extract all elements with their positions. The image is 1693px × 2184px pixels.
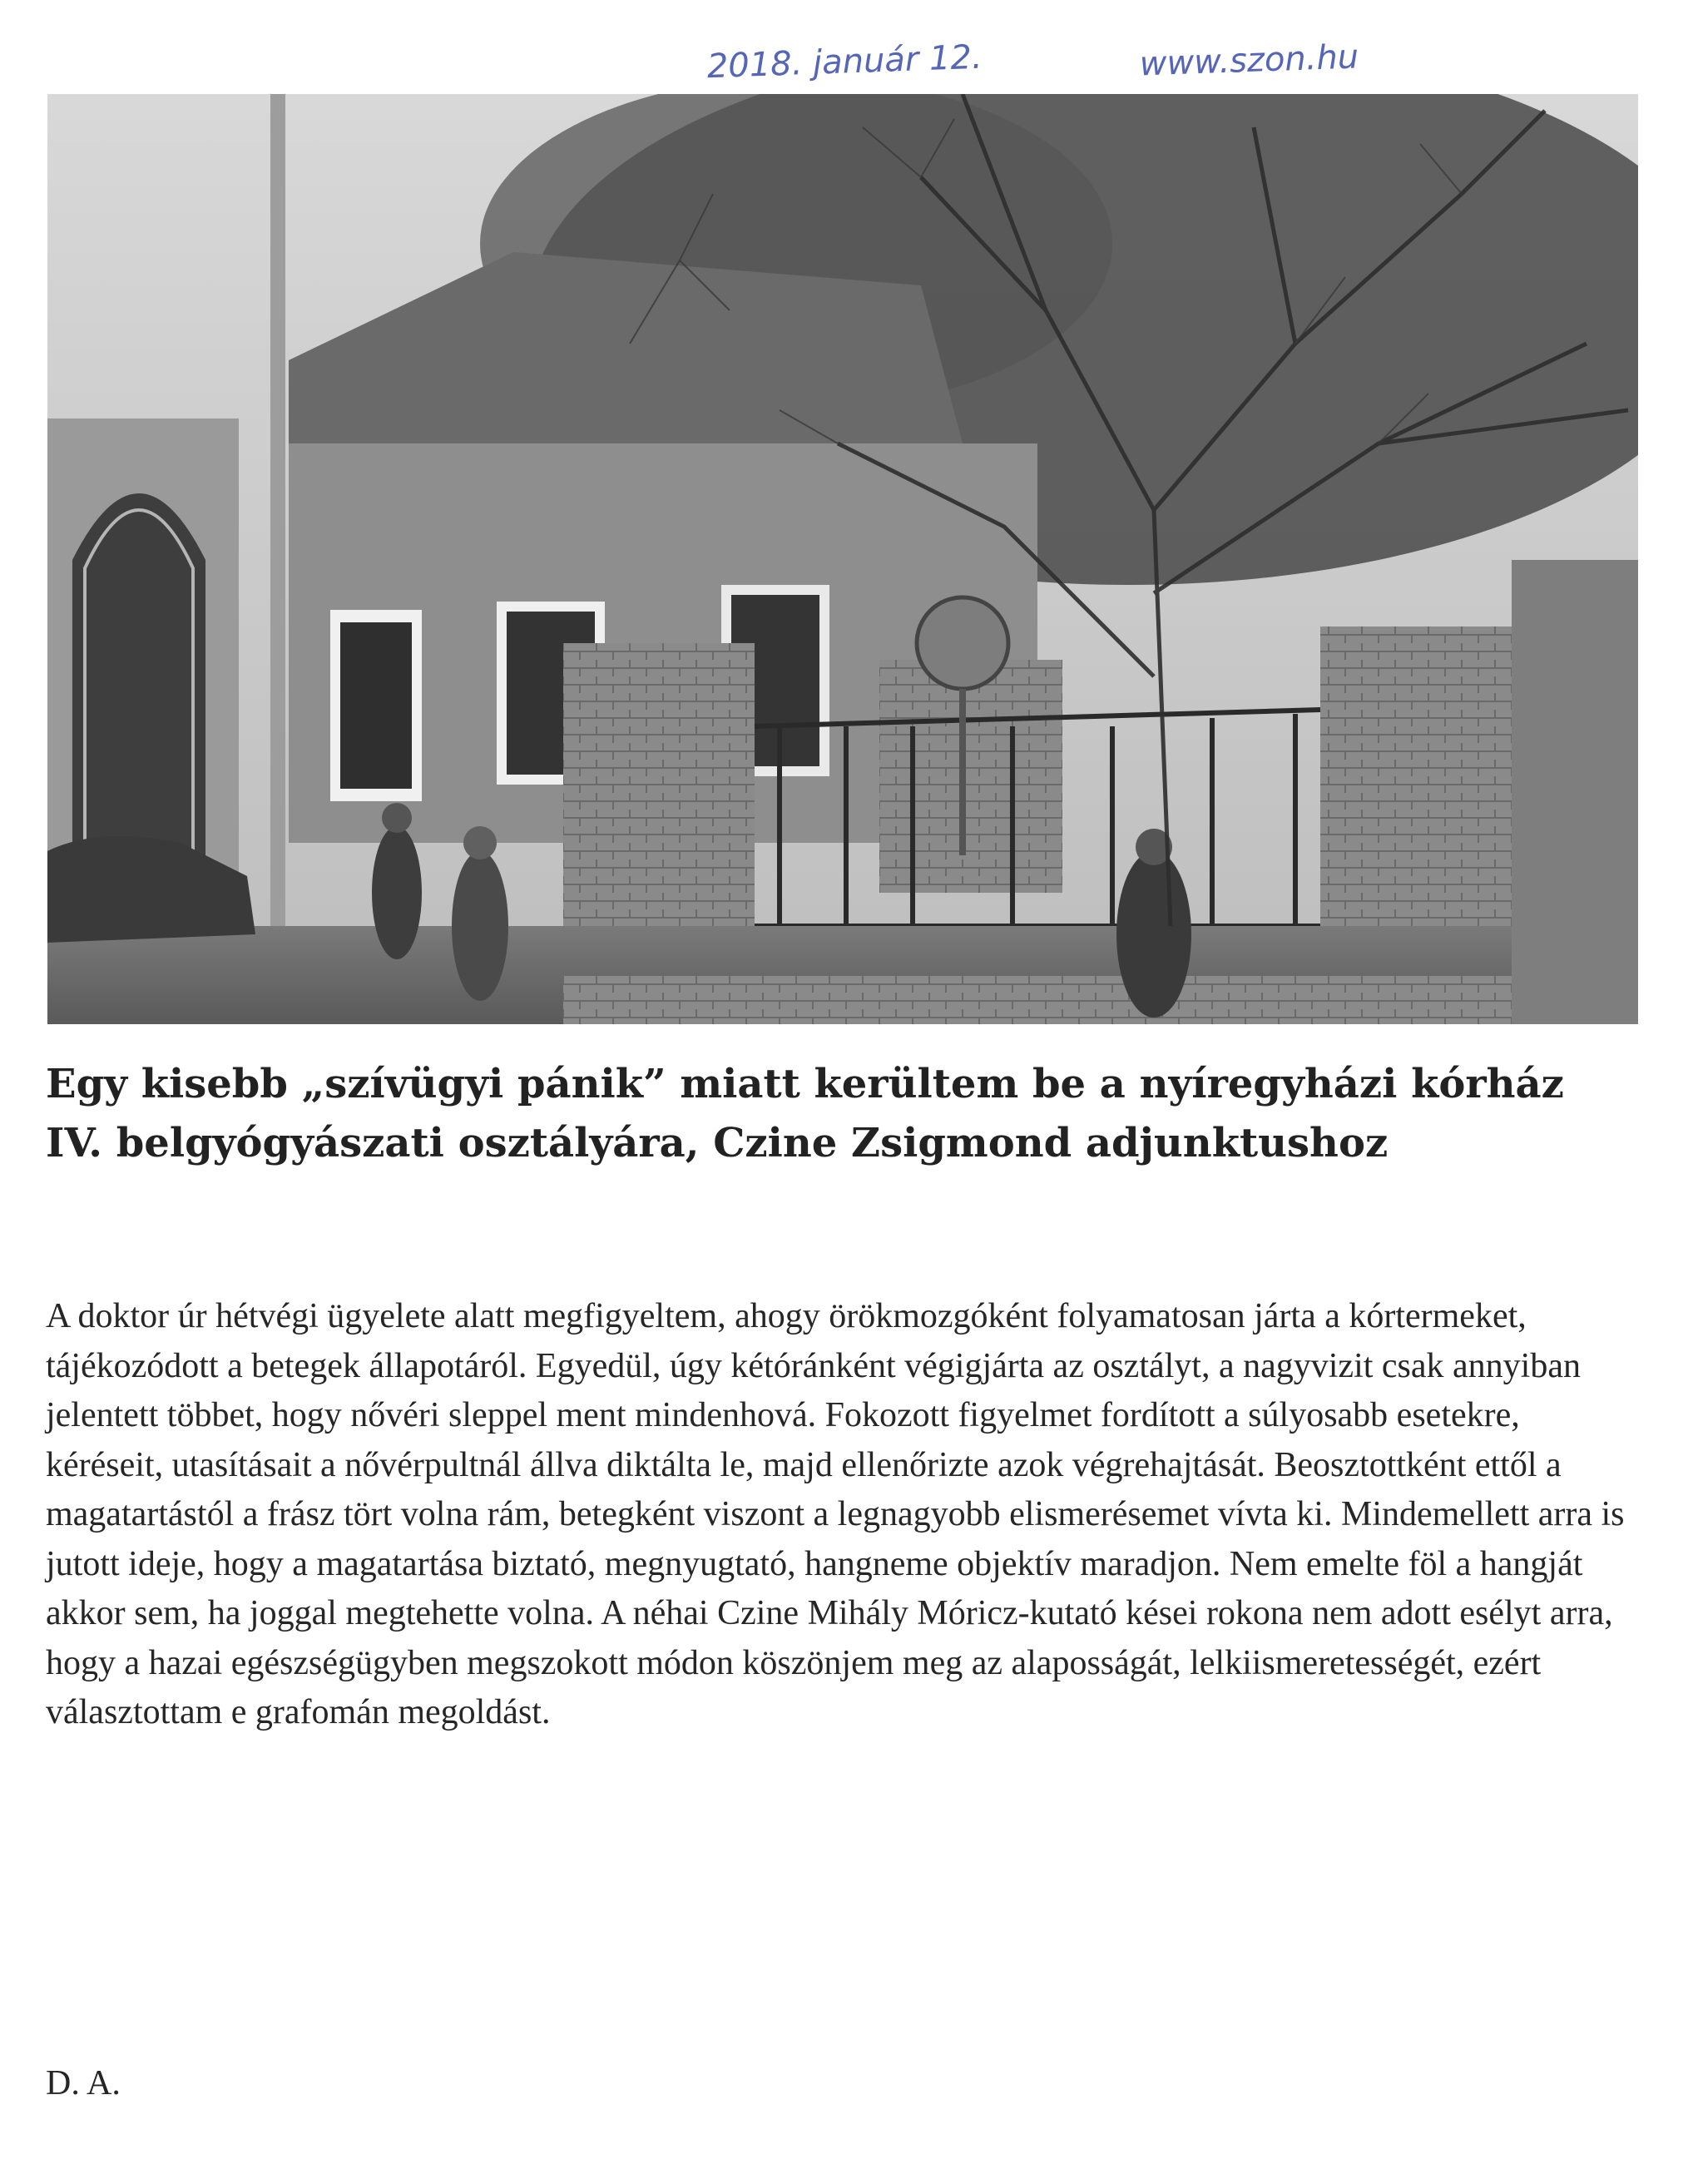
article-body: A doktor úr hétvégi ügyelete alatt megfigyeltem, ahogy örökmozgóként folyamatosan járta a kórtermeket, tájékozódott a betegek állapotáról. Egyedül, úgy kétóránként végigjárta az osztályt, a nagyvizit csak annyiban jelentett többet, hogy nővéri sleppel ment mindenhová. Fokozott figyelmet fordított a súlyosabb esetekre, kéréseit, utasításait a nővérpultnál állva diktálta le, majd ellenőrizte azok végrehajtását. Beosztottként ettől a magatartástól a frász tört volna rám, betegként viszont a legnagyobb elismerésemet vívta ki. Mindemellett arra is jutott ideje, hogy a magatartása biztató, megnyugtató, hangneme objektív maradjon. Nem emelte föl a hangját akkor sem, ha joggal megtehette volna. A néhai Czine Mihály Móricz-kutató kései rokona nem adott esélyt arra, hogy a hazai egészségügyben megszokott módon köszönjem meg az alaposságát, lelkiismeretességét, ezért választottam e grafomán megoldást. (46, 1297, 1625, 1731)
article-headline: Egy kisebb „szívügyi pánik” miatt kerültem be a nyíregyházi kórház IV. belgyógyászati osztályára, Czine Zsigmond adjunktushoz (46, 1061, 1564, 1166)
handwritten-note (0, 33, 1693, 92)
hospital-photo (47, 94, 1638, 1024)
hospital-building-photo-icon (47, 94, 1638, 1024)
handwritten-website: www.szon.hu (1139, 37, 1359, 84)
article-signature: D. A. (46, 2064, 121, 2102)
handwritten-date: 2018. január 12. (706, 37, 983, 87)
